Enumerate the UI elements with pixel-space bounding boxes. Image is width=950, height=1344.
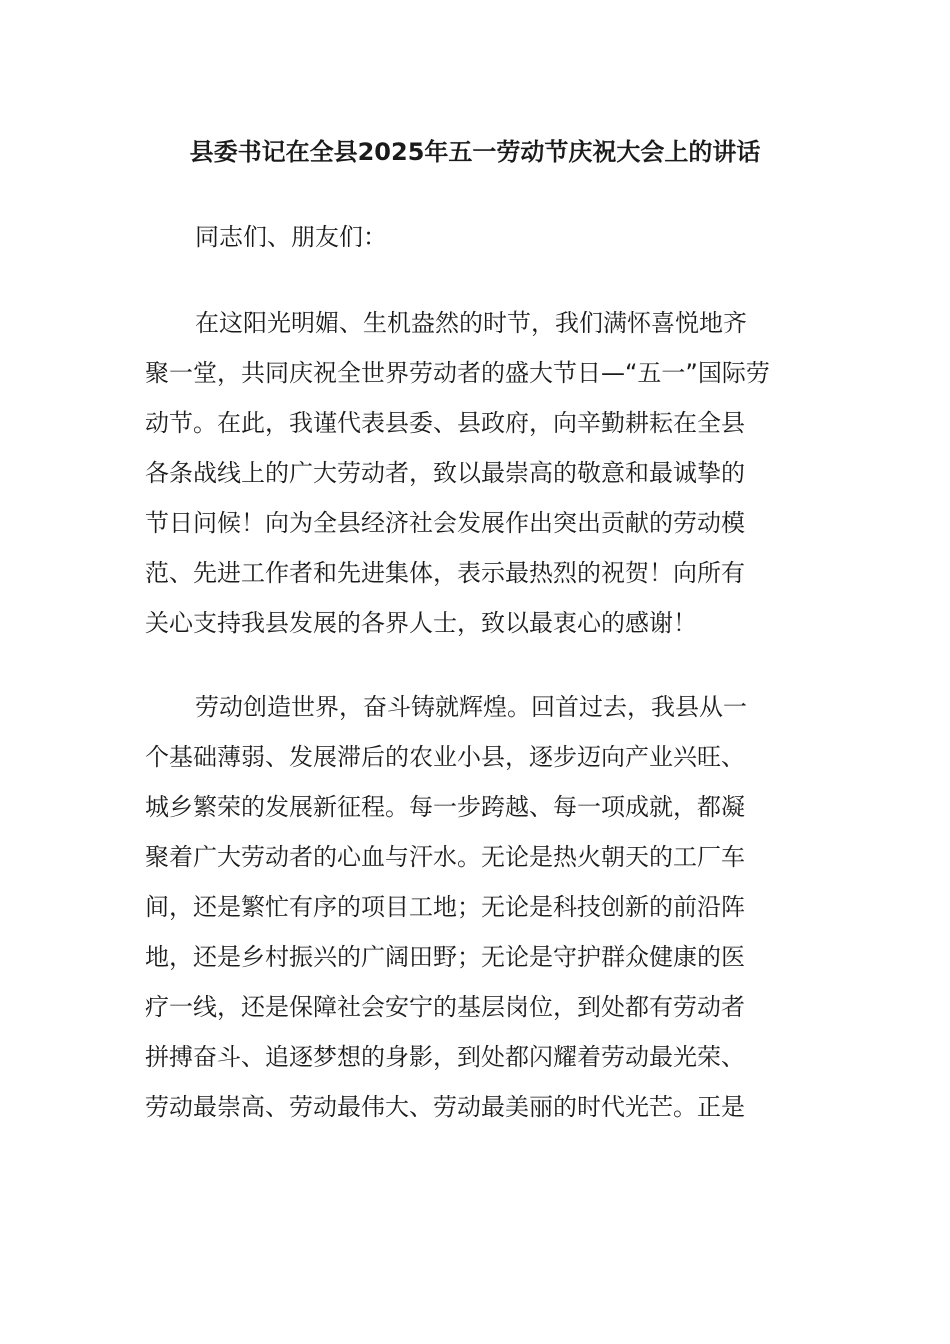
paragraph-line: 个基础薄弱、发展滞后的农业小县，逐步迈向产业兴旺、 [145,743,745,771]
paragraph-line: 节日问候！向为全县经济社会发展作出突出贡献的劳动模 [145,509,745,537]
greeting-line: 同志们、朋友们： [195,223,387,251]
paragraph-line: 地，还是乡村振兴的广阔田野；无论是守护群众健康的医 [145,943,745,971]
paragraph-2 [145,682,805,1132]
paragraph-line: 动节。在此，我谨代表县委、县政府，向辛勤耕耘在全县 [145,409,745,437]
paragraph-line: 劳动最崇高、劳动最伟大、劳动最美丽的时代光芒。正是 [145,1093,745,1121]
paragraph-line: 疗一线，还是保障社会安宁的基层岗位，到处都有劳动者 [145,993,745,1021]
paragraph-line: 聚一堂，共同庆祝全世界劳动者的盛大节日—“五一”国际劳 [145,359,770,387]
paragraph-line: 范、先进工作者和先进集体，表示最热烈的祝贺！向所有 [145,559,745,587]
paragraph-line: 劳动创造世界，奋斗铸就辉煌。回首过去，我县从一 [195,693,747,721]
paragraph-line: 聚着广大劳动者的心血与汗水。无论是热火朝天的工厂车 [145,843,745,871]
greeting [145,212,805,262]
document-title: 县委书记在全县2025年五一劳动节庆祝大会上的讲话 [189,138,761,166]
paragraph-line: 拼搏奋斗、追逐梦想的身影，到处都闪耀着劳动最光荣、 [145,1043,745,1071]
paragraph-line: 关心支持我县发展的各界人士，致以最衷心的感谢！ [145,609,697,637]
paragraph-line: 在这阳光明媚、生机盎然的时节，我们满怀喜悦地齐 [195,309,747,337]
paragraph-line: 城乡繁荣的发展新征程。每一步跨越、每一项成就，都凝 [145,793,745,821]
paragraph-1 [145,298,805,648]
paragraph-line: 间，还是繁忙有序的项目工地；无论是科技创新的前沿阵 [145,893,745,921]
paragraph-line: 各条战线上的广大劳动者，致以最崇高的敬意和最诚挚的 [145,459,745,487]
